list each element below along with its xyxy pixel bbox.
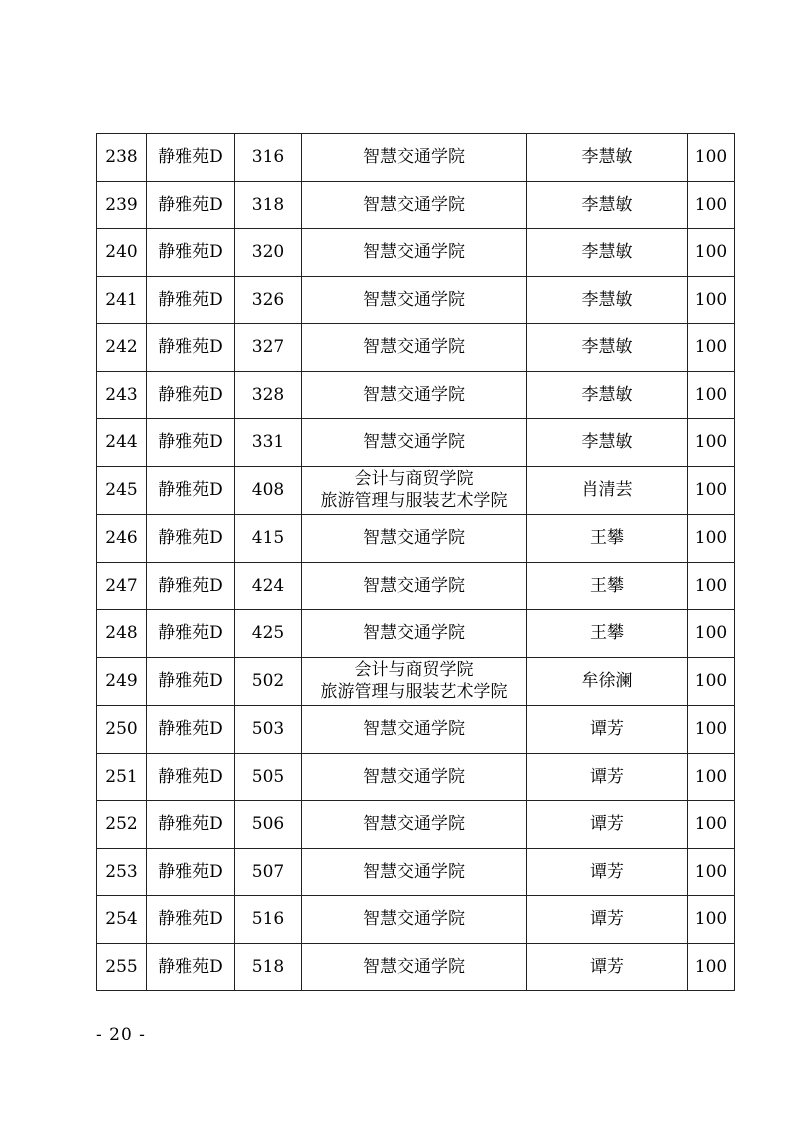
name-cell: 牟徐澜 xyxy=(527,657,688,706)
college-cell xyxy=(302,657,527,706)
college-name: 智慧交通学院 xyxy=(363,719,465,740)
building-cell: 静雅苑D xyxy=(147,706,235,754)
building-cell: 静雅苑D xyxy=(147,371,235,419)
building-cell: 静雅苑D xyxy=(147,753,235,801)
page-number: - 20 - xyxy=(96,1025,146,1045)
score-cell: 100 xyxy=(688,371,735,419)
college-name: 智慧交通学院 xyxy=(363,528,465,549)
score-cell: 100 xyxy=(688,324,735,372)
building-cell: 静雅苑D xyxy=(147,324,235,372)
name-cell: 谭芳 xyxy=(527,943,688,991)
room-cell: 507 xyxy=(235,848,302,896)
score-cell: 100 xyxy=(688,706,735,754)
room-cell: 425 xyxy=(235,610,302,658)
college-name: 智慧交通学院 xyxy=(363,242,465,263)
college-cell xyxy=(302,229,527,277)
row-number-cell: 243 xyxy=(97,371,147,419)
room-cell: 506 xyxy=(235,801,302,849)
name-cell: 李慧敏 xyxy=(527,324,688,372)
table-row xyxy=(97,657,735,706)
score-cell: 100 xyxy=(688,562,735,610)
name-cell: 谭芳 xyxy=(527,801,688,849)
building-cell: 静雅苑D xyxy=(147,562,235,610)
table-row xyxy=(97,943,735,991)
college-name: 智慧交通学院 xyxy=(363,289,465,310)
row-number-cell: 255 xyxy=(97,943,147,991)
table-row xyxy=(97,848,735,896)
row-number-cell: 238 xyxy=(97,134,147,182)
college-cell xyxy=(302,706,527,754)
college-cell xyxy=(302,419,527,467)
table-row xyxy=(97,610,735,658)
row-number-cell: 248 xyxy=(97,610,147,658)
college-name: 智慧交通学院 xyxy=(363,432,465,453)
table-body xyxy=(97,134,735,991)
name-cell: 王攀 xyxy=(527,515,688,563)
score-cell: 100 xyxy=(688,610,735,658)
room-cell: 503 xyxy=(235,706,302,754)
score-cell: 100 xyxy=(688,801,735,849)
college-cell xyxy=(302,848,527,896)
score-cell: 100 xyxy=(688,181,735,229)
college-cell xyxy=(302,943,527,991)
college-cell xyxy=(302,753,527,801)
building-cell: 静雅苑D xyxy=(147,181,235,229)
building-cell: 静雅苑D xyxy=(147,610,235,658)
college-name: 智慧交通学院 xyxy=(363,623,465,644)
row-number-cell: 239 xyxy=(97,181,147,229)
name-cell: 王攀 xyxy=(527,562,688,610)
score-cell: 100 xyxy=(688,657,735,706)
college-name: 旅游管理与服装艺术学院 xyxy=(320,491,508,512)
name-cell: 谭芳 xyxy=(527,706,688,754)
college-cell xyxy=(302,276,527,324)
table-row xyxy=(97,371,735,419)
table-row xyxy=(97,706,735,754)
room-cell: 316 xyxy=(235,134,302,182)
building-cell: 静雅苑D xyxy=(147,466,235,515)
table-row xyxy=(97,419,735,467)
row-number-cell: 242 xyxy=(97,324,147,372)
name-cell: 谭芳 xyxy=(527,848,688,896)
score-cell: 100 xyxy=(688,753,735,801)
score-cell: 100 xyxy=(688,848,735,896)
dormitory-score-table xyxy=(96,133,735,991)
college-cell xyxy=(302,562,527,610)
college-name: 智慧交通学院 xyxy=(363,337,465,358)
college-cell xyxy=(302,801,527,849)
college-cell xyxy=(302,896,527,944)
college-name: 智慧交通学院 xyxy=(363,766,465,787)
row-number-cell: 245 xyxy=(97,466,147,515)
room-cell: 328 xyxy=(235,371,302,419)
score-cell: 100 xyxy=(688,515,735,563)
college-name: 智慧交通学院 xyxy=(363,384,465,405)
college-name: 智慧交通学院 xyxy=(363,194,465,215)
building-cell: 静雅苑D xyxy=(147,229,235,277)
college-name: 智慧交通学院 xyxy=(363,956,465,977)
score-cell: 100 xyxy=(688,896,735,944)
score-cell: 100 xyxy=(688,276,735,324)
college-name: 智慧交通学院 xyxy=(363,814,465,835)
room-cell: 518 xyxy=(235,943,302,991)
room-cell: 320 xyxy=(235,229,302,277)
row-number-cell: 252 xyxy=(97,801,147,849)
name-cell: 李慧敏 xyxy=(527,276,688,324)
college-name: 旅游管理与服装艺术学院 xyxy=(320,682,508,703)
building-cell: 静雅苑D xyxy=(147,801,235,849)
name-cell: 王攀 xyxy=(527,610,688,658)
room-cell: 502 xyxy=(235,657,302,706)
row-number-cell: 246 xyxy=(97,515,147,563)
college-name: 智慧交通学院 xyxy=(363,861,465,882)
room-cell: 331 xyxy=(235,419,302,467)
table-row xyxy=(97,896,735,944)
row-number-cell: 247 xyxy=(97,562,147,610)
college-cell xyxy=(302,610,527,658)
building-cell: 静雅苑D xyxy=(147,419,235,467)
row-number-cell: 251 xyxy=(97,753,147,801)
table-row xyxy=(97,229,735,277)
college-name: 会计与商贸学院 xyxy=(354,469,474,490)
room-cell: 318 xyxy=(235,181,302,229)
table-row xyxy=(97,753,735,801)
building-cell: 静雅苑D xyxy=(147,515,235,563)
college-name: 会计与商贸学院 xyxy=(354,660,474,681)
row-number-cell: 253 xyxy=(97,848,147,896)
score-cell: 100 xyxy=(688,943,735,991)
room-cell: 415 xyxy=(235,515,302,563)
table-row xyxy=(97,324,735,372)
room-cell: 505 xyxy=(235,753,302,801)
room-cell: 408 xyxy=(235,466,302,515)
room-cell: 424 xyxy=(235,562,302,610)
name-cell: 李慧敏 xyxy=(527,371,688,419)
building-cell: 静雅苑D xyxy=(147,943,235,991)
name-cell: 肖清芸 xyxy=(527,466,688,515)
college-cell xyxy=(302,515,527,563)
table-row xyxy=(97,466,735,515)
row-number-cell: 254 xyxy=(97,896,147,944)
table-row xyxy=(97,562,735,610)
score-cell: 100 xyxy=(688,419,735,467)
name-cell: 李慧敏 xyxy=(527,419,688,467)
score-cell: 100 xyxy=(688,134,735,182)
name-cell: 谭芳 xyxy=(527,896,688,944)
room-cell: 516 xyxy=(235,896,302,944)
building-cell: 静雅苑D xyxy=(147,896,235,944)
score-cell: 100 xyxy=(688,466,735,515)
score-cell: 100 xyxy=(688,229,735,277)
college-cell xyxy=(302,181,527,229)
college-cell xyxy=(302,466,527,515)
row-number-cell: 240 xyxy=(97,229,147,277)
college-name: 智慧交通学院 xyxy=(363,909,465,930)
table-row xyxy=(97,515,735,563)
row-number-cell: 241 xyxy=(97,276,147,324)
college-cell xyxy=(302,324,527,372)
table-row xyxy=(97,276,735,324)
name-cell: 李慧敏 xyxy=(527,134,688,182)
name-cell: 李慧敏 xyxy=(527,229,688,277)
building-cell: 静雅苑D xyxy=(147,848,235,896)
room-cell: 326 xyxy=(235,276,302,324)
row-number-cell: 244 xyxy=(97,419,147,467)
building-cell: 静雅苑D xyxy=(147,276,235,324)
building-cell: 静雅苑D xyxy=(147,657,235,706)
table-row xyxy=(97,801,735,849)
college-name: 智慧交通学院 xyxy=(363,147,465,168)
row-number-cell: 250 xyxy=(97,706,147,754)
room-cell: 327 xyxy=(235,324,302,372)
college-name: 智慧交通学院 xyxy=(363,575,465,596)
name-cell: 谭芳 xyxy=(527,753,688,801)
name-cell: 李慧敏 xyxy=(527,181,688,229)
table-row xyxy=(97,134,735,182)
college-cell xyxy=(302,134,527,182)
building-cell: 静雅苑D xyxy=(147,134,235,182)
college-cell xyxy=(302,371,527,419)
table-row xyxy=(97,181,735,229)
row-number-cell: 249 xyxy=(97,657,147,706)
